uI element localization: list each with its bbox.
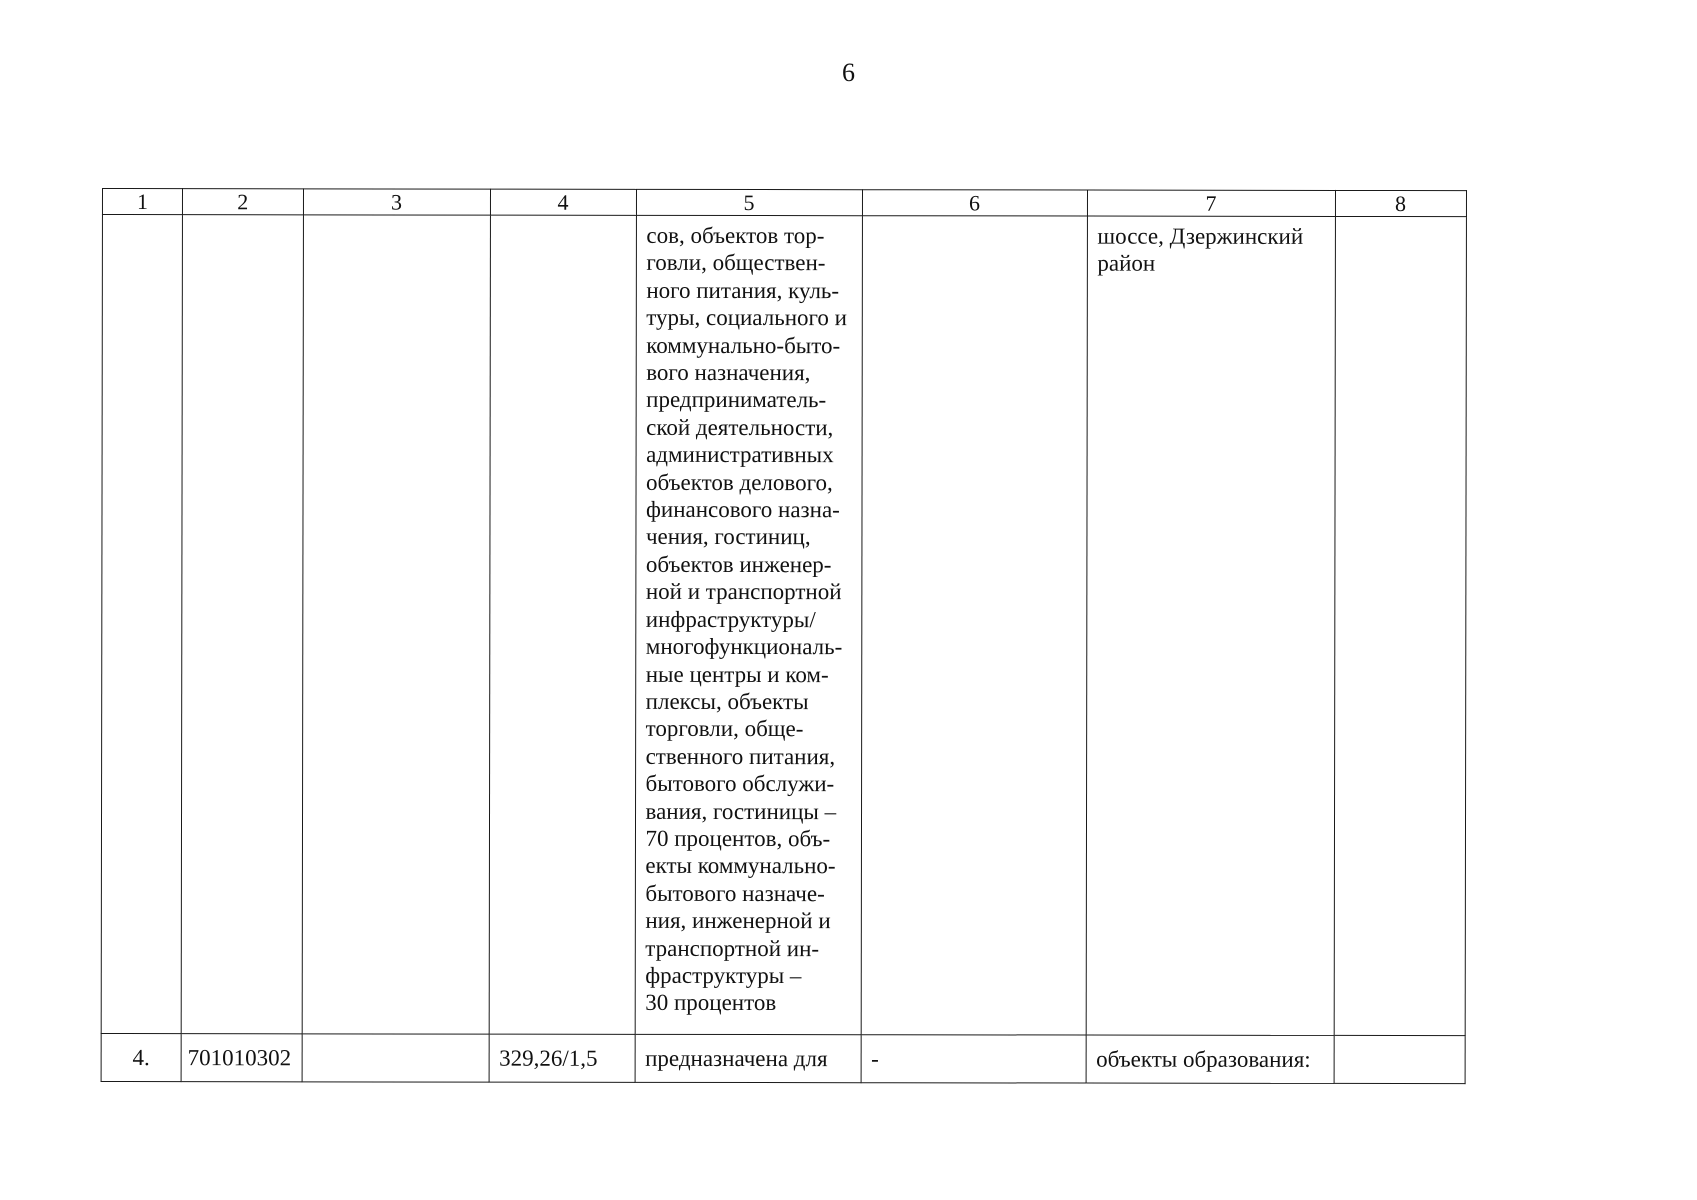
table-row-4 — [101, 1033, 1465, 1083]
page-number: 6 — [842, 58, 855, 87]
cell-continuation-col1 — [101, 215, 182, 1034]
purpose-text: предназначена для — [645, 1045, 828, 1071]
zone-code-text: 701010302 — [187, 1044, 292, 1070]
header-cell-8: 8 — [1335, 190, 1466, 216]
cell-row4-area — [489, 1034, 635, 1082]
cell-continuation-col8 — [1334, 216, 1466, 1035]
location-text: шоссе, Дзержинский район — [1097, 223, 1304, 277]
cell-continuation-col6 — [861, 216, 1087, 1035]
cell-continuation-col5 — [635, 215, 862, 1034]
cell-row4-code — [181, 1034, 302, 1082]
row-number-text: 4. — [132, 1044, 150, 1070]
permitted-use-text: сов, объектов тор- говли, обществен- ного питания, куль- туры, социального и коммунально-быто- вого назначения, предприниматель- ской деятельности, административных объектов делового, финансового назна- чения, гостиниц, объектов инженер- ной и транспортной инфраструктуры/ многофункциональ- ные центры и ком- плексы, объекты торговли, обще- ственного питания, бытового обслужи- вания, гостиницы – 70 процентов, объ- екты коммунально- бытового назначе- ния, инженерной и транспортной ин- фраструктуры – 30 процентов — [645, 222, 847, 1016]
row4-col6-text: - — [871, 1045, 879, 1071]
header-cell-3: 3 — [303, 189, 490, 215]
zoning-table — [101, 188, 1467, 1084]
header-cell-1: 1 — [102, 189, 182, 215]
cell-row4-col8 — [1334, 1035, 1465, 1083]
cell-row4-number — [101, 1033, 181, 1081]
cell-row4-col6 — [861, 1035, 1086, 1083]
header-cell-6: 6 — [862, 190, 1087, 216]
cell-continuation-col4 — [489, 215, 636, 1034]
table-row-continuation — [101, 215, 1466, 1036]
cell-continuation-col3 — [302, 215, 490, 1034]
area-text: 329,26/1,5 — [499, 1045, 598, 1071]
header-cell-7: 7 — [1087, 190, 1335, 216]
table-header-row — [102, 189, 1466, 217]
cell-row4-purpose — [635, 1034, 861, 1082]
objects-text: объекты образования: — [1096, 1046, 1311, 1072]
header-cell-2: 2 — [182, 189, 303, 215]
cell-row4-col3 — [302, 1034, 489, 1082]
cell-row4-objects — [1086, 1035, 1334, 1083]
cell-continuation-col2 — [181, 215, 303, 1034]
header-cell-4: 4 — [490, 189, 636, 215]
cell-continuation-col7 — [1086, 216, 1335, 1035]
header-cell-5: 5 — [636, 189, 862, 215]
